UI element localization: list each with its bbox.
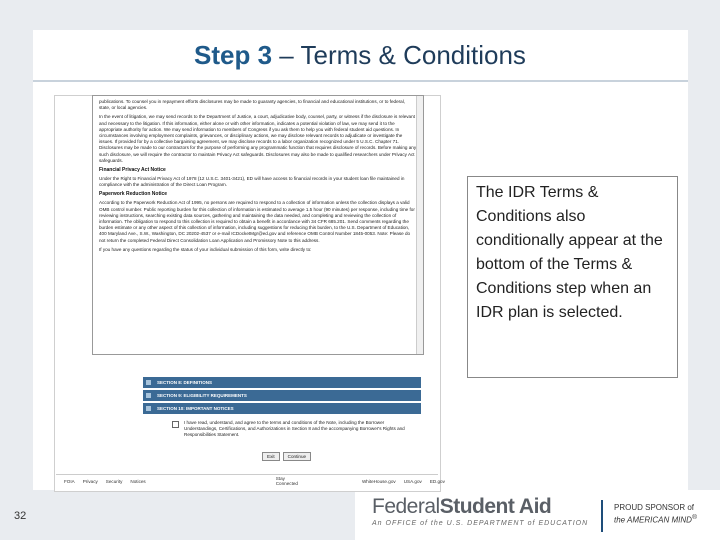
doc-paragraph: If you have any questions regarding the status of your individual submission of this form, write directly to: — [99, 246, 312, 252]
slide-title — [0, 40, 720, 71]
expand-icon — [146, 380, 151, 385]
footer-link-notices[interactable]: Notices — [130, 478, 146, 484]
site-footer — [56, 474, 445, 487]
footer-link-privacy[interactable]: Privacy — [82, 478, 98, 484]
slide-top-band — [0, 0, 720, 30]
slide-title-step: Step 3 — [194, 40, 273, 70]
fsa-logo — [372, 495, 588, 527]
section-8-definitions[interactable] — [143, 377, 421, 388]
section-label: SECTION 8: DEFINITIONS — [157, 380, 213, 385]
agreement-checkbox[interactable] — [172, 421, 179, 428]
stay-connected-label: Stay Connected — [275, 476, 298, 486]
doc-paragraph: publications. To counsel you in repayment efforts disclosures may be made to guaranty agencies, to financial and educational institutions, or to federal, state, or local agencies. — [99, 99, 406, 111]
sponsor-text — [614, 503, 697, 526]
logo-divider — [601, 500, 603, 532]
footer-link-usagov[interactable]: USA.gov — [403, 478, 422, 484]
sponsor-line-1: PROUD SPONSOR of — [614, 503, 695, 512]
doc-heading: Paperwork Reduction Notice — [99, 191, 168, 198]
expand-icon — [146, 393, 151, 398]
fsa-logo-student-aid: Student Aid — [439, 495, 552, 518]
callout-box — [467, 176, 678, 378]
doc-paragraph: According to the Paperwork Reduction Act of 1995, no persons are required to respond to a collection of information unless the collection displays a valid OMB control number. Public reporting burden for this collection of information is estimated to average 1.5 hour (90 minutes) per response, including time for reviewing instructions, searching existing data sources, gathering and maintaining the data needed, and completing and reviewing the collection of information. The obligation to respond to this collection is required to obtain a benefit in accordance with 34 CFR 685.201. Send comments regarding the burden estimate or any other aspect of this collection of information, including suggestions for reducing this burden, to the U.S. Department of Education, 400 Maryland Ave., S.W., Washington, DC 20202-4537 or e-mail ICDocketMgr@ed.gov and reference OMB Control Number 1845-0053. Note: Please do not return the completed Federal Direct Consolidation Loan Application and Promissory Note to this address. — [99, 200, 415, 243]
section-9-eligibility[interactable] — [143, 390, 421, 401]
title-rule — [33, 80, 688, 82]
section-10-notices[interactable] — [143, 403, 421, 414]
agreement — [172, 420, 408, 439]
terms-document-pane[interactable] — [92, 95, 424, 355]
footer-link-edgov[interactable]: ED.gov — [429, 478, 445, 484]
exit-button[interactable]: Exit — [262, 452, 280, 461]
doc-paragraph: Under the Right to Financial Privacy Act of 1978 (12 U.S.C. 3401-3421), ED will have access to financial records in your student loan file maintained in compliance with the administration of the Direct Loan Program. — [99, 176, 405, 188]
document-scrollbar[interactable] — [416, 96, 423, 354]
footer-link-foia[interactable]: FOIA — [64, 478, 75, 484]
continue-button[interactable]: Continue — [283, 452, 311, 461]
fsa-logo-federal: Federal — [372, 495, 440, 518]
doc-paragraph: In the event of litigation, we may send records to the Department of Justice, a court, adjudicative body, counsel, party, or witness if the disclosure is relevant and necessary to the litigation. If this information, either alone or with other information, indicates a potential violation of law, we may send it to the appropriate authority for action. We may send information to members of Congress if you ask them to help you with federal student aid questions. In circumstances involving employment complaints, grievances, or disciplinary actions, we may disclose relevant records to adjudicate or investigate the issues. If provided for by a collective bargaining agreement, we may disclose records to a labor organization recognized under 5 U.S.C. Chapter 71. Disclosures may be made to our contractors for the purpose of performing any programmatic function that requires disclosure of records. Before making any such disclosure, we will require the contractor to maintain Privacy Act safeguards. Disclosures may also be made to qualified researchers under Privacy Act safeguards. — [99, 114, 417, 163]
callout-text: The IDR Terms & Conditions also conditionally appear at the bottom of the Terms & Conditions step when an IDR plan is selected. — [476, 184, 663, 321]
fsa-logo-subtitle: An OFFICE of the U.S. DEPARTMENT of EDUCATION — [372, 520, 589, 527]
expand-icon — [146, 406, 151, 411]
sponsor-line-2: the AMERICAN MIND — [614, 515, 692, 525]
slide-left-band — [0, 30, 33, 540]
slide-right-band — [688, 30, 720, 490]
agreement-text: I have read, understand, and agree to the terms and conditions of the Note, including the Borrower Understandings, Certifications, and Authorizations in Section 8 and the accompanying Borrower's Rights and Responsibilities Statement. — [184, 420, 405, 438]
footer-link-whitehouse[interactable]: WhiteHouse.gov — [361, 478, 396, 484]
section-label: SECTION 9: ELIGIBILITY REQUIREMENTS — [157, 393, 247, 398]
section-label: SECTION 10: IMPORTANT NOTICES — [157, 406, 234, 411]
slide-title-rest: – Terms & Conditions — [272, 40, 526, 70]
section-list — [143, 377, 421, 416]
action-buttons — [262, 452, 311, 461]
footer-link-security[interactable]: Security — [105, 478, 123, 484]
registered-mark: ® — [691, 514, 697, 521]
doc-heading: Financial Privacy Act Notice — [99, 167, 166, 174]
page-number: 32 — [14, 510, 27, 522]
